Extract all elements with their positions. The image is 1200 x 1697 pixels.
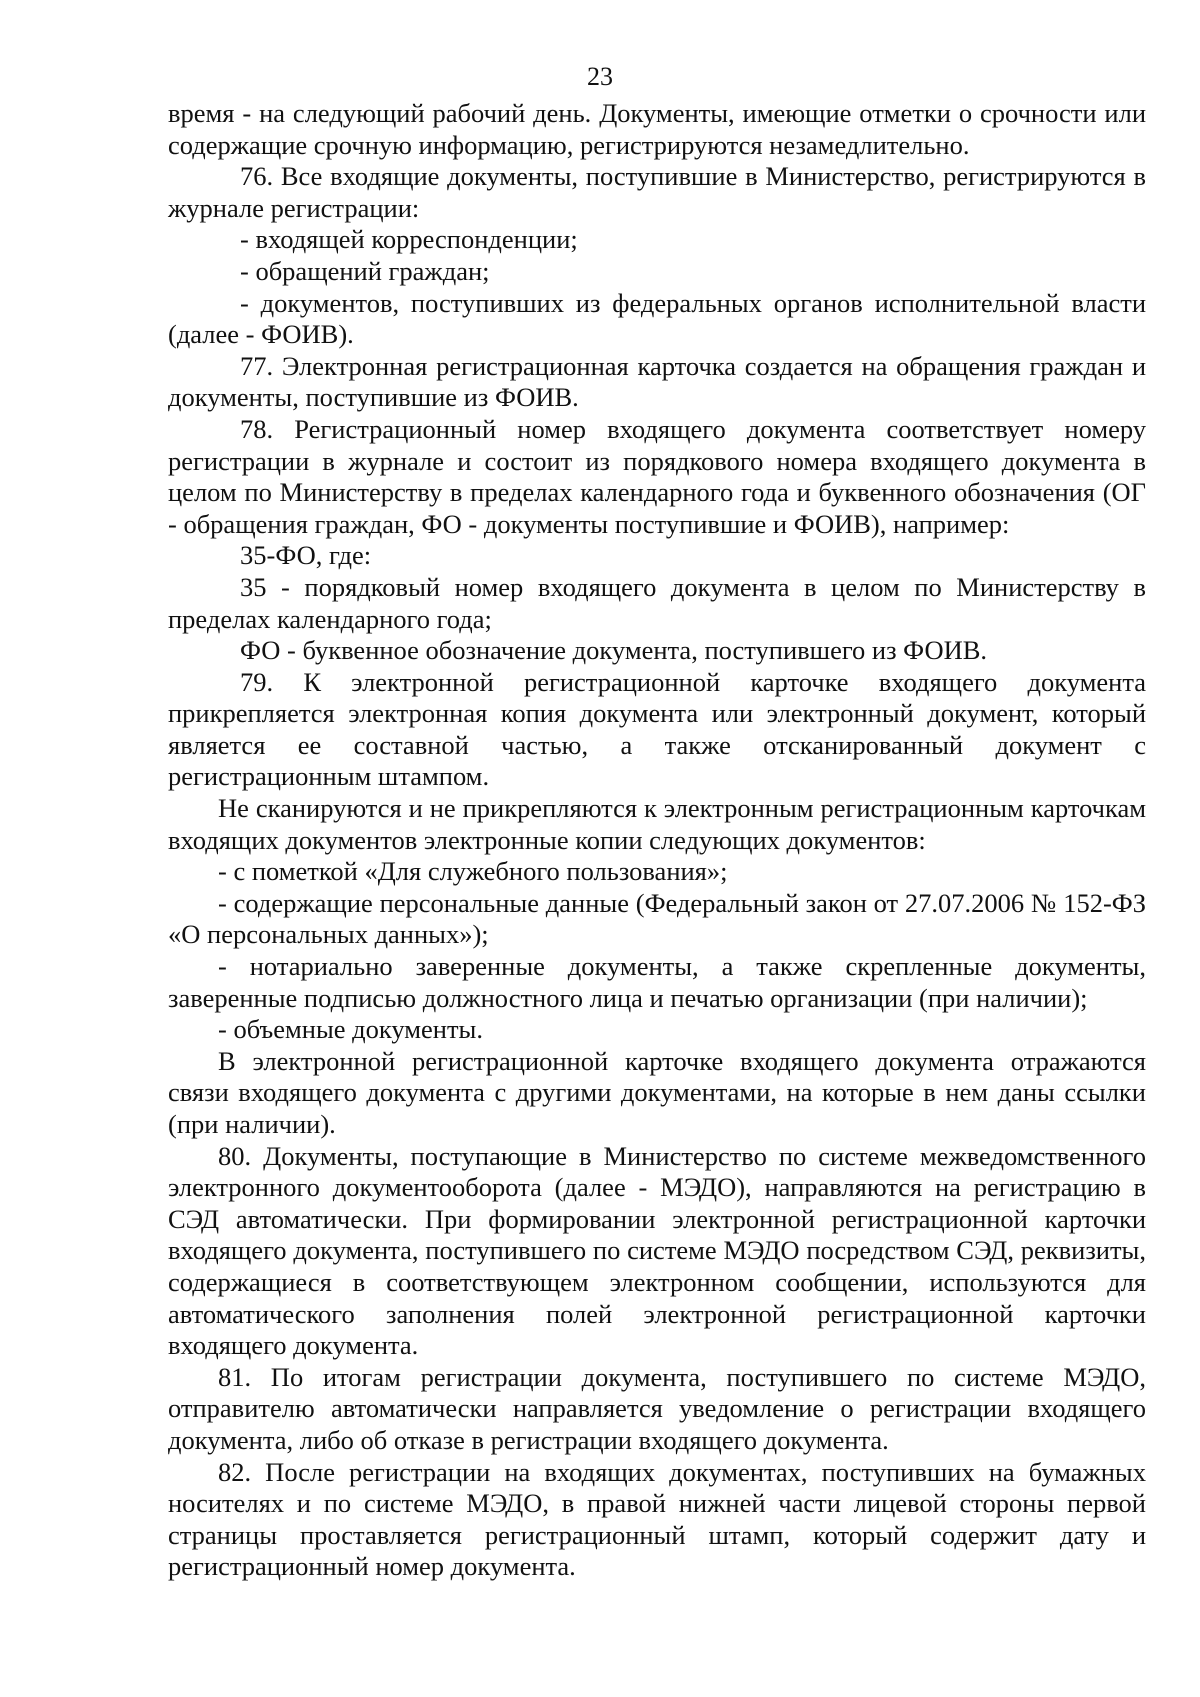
- list-item-incoming-correspondence: - входящей корреспонденции;: [240, 224, 578, 255]
- example-number: 35-ФО, где:: [240, 540, 372, 571]
- list-item-foiv-documents: - документов, поступивших из федеральных органов исполнительной власти (далее - ФОИВ).: [168, 287, 1146, 350]
- document-body: [168, 98, 1146, 1583]
- page-number: 23: [587, 62, 613, 91]
- example-explanation-number: 35 - порядковый номер входящего документа в целом по Министерству в пределах календарного года;: [168, 571, 1146, 634]
- list-item-dsp: - с пометкой «Для служебного пользования»;: [218, 856, 728, 887]
- list-item-citizen-appeals: - обращений граждан;: [240, 255, 490, 286]
- paragraph-76: 76. Все входящие документы, поступившие в Министерство, регистрируются в журнале регистрации:: [168, 161, 1146, 223]
- paragraph-82: 82. После регистрации на входящих документах, поступивших на бумажных носителях и по системе МЭДО, в правой нижней части лицевой стороны первой страницы проставляется регистрационный штамп, который содержит дату и регистрационный номер документа.: [168, 1456, 1146, 1582]
- paragraph-not-scanned: Не сканируются и не прикрепляются к электронным регистрационным карточкам входящих документов электронные копии следующих документов:: [168, 793, 1146, 855]
- paragraph-continuation: время - на следующий рабочий день. Документы, имеющие отметки о срочности или содержащие срочную информацию, регистрируются незамедлительно.: [168, 98, 1146, 160]
- paragraph-81: 81. По итогам регистрации документа, поступившего по системе МЭДО, отправителю автоматически направляется уведомление о регистрации входящего документа, либо об отказе в регистрации входящего документа.: [168, 1361, 1146, 1455]
- paragraph-78: 78. Регистрационный номер входящего документа соответствует номеру регистрации в журнале и состоит из порядкового номера входящего документа в целом по Министерству в пределах календарного года и буквенного обозначения (ОГ - обращения граждан, ФО - документы поступившие и ФОИВ), например:: [168, 413, 1146, 539]
- paragraph-79: 79. К электронной регистрационной карточке входящего документа прикрепляется электронная копия документа или электронный документ, который является ее составной частью, а также отсканированный документ с регистрационным штампом.: [168, 666, 1146, 792]
- list-item-personal-data: - содержащие персональные данные (Федеральный закон от 27.07.2006 № 152-ФЗ «О персональных данных»);: [168, 887, 1146, 950]
- paragraph-links: В электронной регистрационной карточке входящего документа отражаются связи входящего документа с другими документами, на которые в нем даны ссылки (при наличии).: [168, 1045, 1146, 1139]
- example-explanation-letters: ФО - буквенное обозначение документа, поступившего из ФОИВ.: [240, 635, 988, 666]
- paragraph-80: 80. Документы, поступающие в Министерство по системе межведомственного электронного документооборота (далее - МЭДО), направляются на регистрацию в СЭД автоматически. При формировании электронной регистрационной карточки входящего документа, поступившего по системе МЭДО посредством СЭД, реквизиты, содержащиеся в соответствующем электронном сообщении, используются для автоматического заполнения полей электронной регистрационной карточки входящего документа.: [168, 1140, 1146, 1361]
- paragraph-77: 77. Электронная регистрационная карточка создается на обращения граждан и документы, поступившие из ФОИВ.: [168, 350, 1146, 413]
- list-item-notarized: - нотариально заверенные документы, а также скрепленные документы, заверенные подписью должностного лица и печатью организации (при наличии);: [168, 951, 1146, 1013]
- list-item-bulky: - объемные документы.: [218, 1014, 483, 1045]
